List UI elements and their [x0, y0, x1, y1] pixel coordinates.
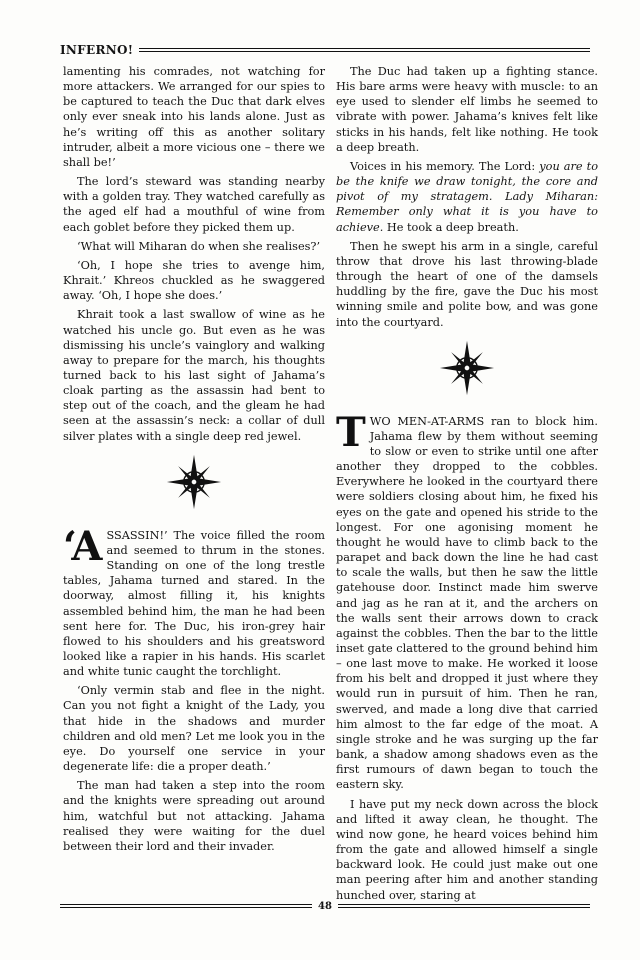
compass-star-ornament-icon	[439, 340, 495, 396]
compass-star-ornament-icon	[166, 454, 222, 510]
paragraph: ‘Only vermin stab and flee in the night. Can you not fight a knight of the Lady, you that hide in the shadows and murder children and old men? Let me look you in the eye. Do yourself one service in your degenerate life: die a proper death.’	[63, 684, 325, 774]
section-opening-paragraph	[336, 408, 598, 793]
footer-rule-right	[338, 904, 590, 908]
section-opening-paragraph	[63, 522, 325, 680]
paragraph-text: He took a deep breath.	[383, 220, 519, 234]
paragraph-text: Voices in his memory. The Lord:	[350, 159, 540, 173]
left-column	[63, 64, 325, 858]
paragraph: The Duc had taken up a fighting stance. His bare arms were heavy with muscle: to an eye used to slender elf limbs he seemed to vibrate with power. Jahama’s knives felt like sticks in his hands, felt like nothing. He took a deep breath.	[336, 65, 598, 154]
paragraph-text: The voice filled the room and seemed to thrum in the stones. Standing on one of the long trestle tables, Jahama turned and stared. In the doorway, almost filling it, his knights assembled behind him, the man he had been sent here for. The Duc, his iron-grey hair flowed to his shoulders and his greatsword looked like a rapier in his hands. His scarlet and white tunic caught the torchlight.	[63, 528, 325, 679]
paragraph: Then he swept his arm in a single, careful throw that drove his last throwing-blade through the heart of one of the damsels huddling by the fire, gave the Duc his most winning smile and polite bow, and was gone into the courtyard.	[336, 239, 598, 329]
paragraph: The man had taken a step into the room and the knights were spreading out around him, watchful but not attacking. Jahama realised they were waiting for the duel between their lord and their invader.	[63, 779, 325, 853]
header-rule	[139, 48, 590, 52]
right-column	[336, 64, 598, 907]
page-footer	[60, 899, 590, 913]
italic-quote: you are to be the knife we draw tonight, the core and pivot of my stratagem. Lady Miharan: Remember only what it is you have to achieve.	[336, 159, 598, 234]
paragraph: I have put my neck down across the block and lifted it away clean, he thought. The wind now gone, he heard voices behind him from the gate and allowed himself a single backward look. He could just make out one man peering after him and another standing hunched over, staring at	[336, 797, 598, 902]
paragraph: lamenting his comrades, not watching for more attackers. We arranged for our spies to be captured to teach the Duc that dark elves only ever sneak into his lands alone. Just as he’s writing off this as another solitary intruder, albeit a more vicious one – there we shall be!’	[63, 65, 325, 169]
paragraph: Khrait took a last swallow of wine as he watched his uncle go. But even as he was dismissing his uncle’s vainglory and walking away to prepare for the march, his thoughts turned back to his last sight of Jahama’s cloak parting as the assassin had bent to step out of the coach, and the gleam he had seen at the assassin’s neck: a collar of dull silver plates with a single deep red jewel.	[63, 308, 325, 443]
paragraph: ‘What will Miharan do when she realises?’	[77, 239, 321, 253]
page-number: 48	[318, 900, 332, 912]
paragraph: The lord’s steward was standing nearby with a golden tray. They watched carefully as the aged elf had a mouthful of wine from each goblet before they picked them up.	[63, 175, 325, 234]
lead-in: SSASSIN!’	[106, 528, 168, 542]
running-header	[60, 42, 590, 58]
lead-in: WO MEN-AT-ARMS	[369, 414, 485, 428]
footer-rule-left	[60, 904, 312, 908]
drop-cap: T	[336, 408, 366, 456]
drop-cap: ‘A	[63, 522, 103, 570]
paragraph-text: ran to block him. Jahama flew by them without seeming to slow or even to strike until one after another they dropped to the cobbles. Everywhere he looked in the courtyard there were soldiers closing about him, he fixed his eyes on the gate and opened his stride to the longest. For one agonising moment he thought he would have to climb back to the parapet and back down the line he had cast to scale the walls, but then he saw the little gatehouse door. Instinct made him swerve and jag as he ran at it, and the archers on the walls sent their arrows down to crack against the cobbles. Then the bar to the little inset gate clattered to the ground behind him – one last move to make. He worked it loose from his belt and dropped it just where they would run in pursuit of him. Then he ran, swerved, and made a long dive that carried him almost to the far edge of the moat. A single stroke and he was surging up the far bank, a shadow among shadows even as the first rumours of dawn began to touch the eastern sky.	[336, 414, 598, 792]
paragraph	[336, 159, 598, 235]
paragraph: ‘Oh, I hope she tries to avenge him, Khrait.’ Khreos chuckled as he swaggered away. ‘Oh, I hope she does.’	[63, 258, 325, 303]
header-title: INFERNO!	[60, 43, 134, 57]
